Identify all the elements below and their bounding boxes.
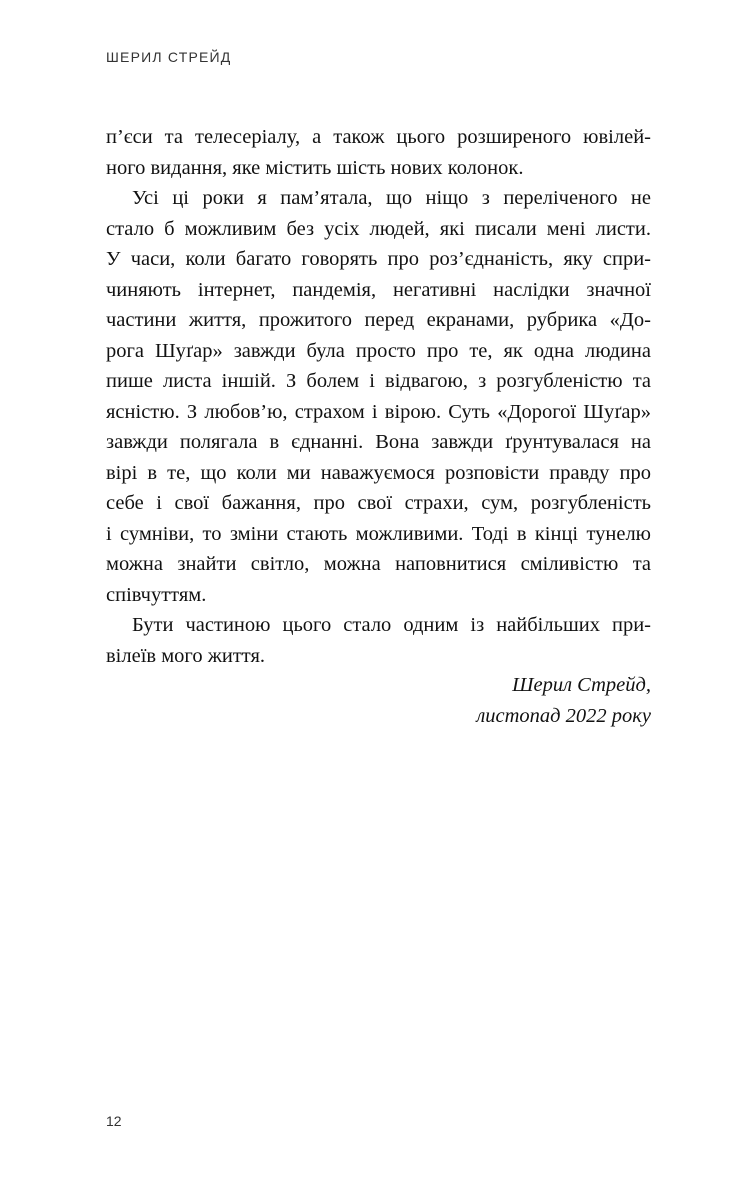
paragraph-2: [106, 183, 651, 610]
text-line: Усі ці роки я пам’ятала, що ніщо з переліченого не: [132, 187, 651, 209]
text-line: рога Шуґар» завжди була просто про те, як одна людина: [106, 339, 651, 362]
signature-block: [476, 670, 651, 732]
paragraph-3: [106, 610, 651, 671]
page-number: 12: [106, 1113, 122, 1129]
paragraph-1: [106, 122, 651, 183]
text-line: пише листа іншій. З болем і відвагою, з розгубленістю та: [106, 370, 651, 392]
text-line: п’єси та телесеріалу, а також цього розширеного ювілей-: [106, 126, 651, 148]
text-line: частини життя, прожитого перед екранами, рубрика «До-: [106, 309, 651, 331]
text-line: вірі в те, що коли ми наважуємося розповісти правду про: [106, 461, 651, 484]
text-line: вілеїв мого життя.: [106, 644, 266, 667]
signature-date: листопад 2022 року: [476, 705, 651, 727]
body-text: [106, 122, 651, 671]
text-line: можна знайти світло, можна наповнитися сміливістю та: [106, 553, 651, 575]
text-line: і сумніви, то зміни стають можливими. Тоді в кінці тунелю: [106, 522, 651, 545]
running-head: ШЕРИЛ СТРЕЙД: [106, 49, 232, 65]
text-line: завжди полягала в єднанні. Вона завжди ґрунтувалася на: [106, 431, 651, 453]
text-line: ясністю. З любов’ю, страхом і вірою. Суть «Дорогої Шуґар»: [106, 400, 651, 423]
signature-author: Шерил Стрейд,: [512, 674, 651, 696]
text-line: стало б можливим без усіх людей, які писали мені листи.: [106, 217, 651, 240]
text-line: себе і свої бажання, про свої страхи, сум, розгубленість: [106, 492, 651, 514]
text-line: чиняють інтернет, пандемія, негативні наслідки значної: [106, 278, 651, 301]
text-line: У часи, коли багато говорять про роз’єднаність, яку спри-: [106, 248, 651, 270]
text-line: співчуттям.: [106, 583, 207, 606]
text-line: Бути частиною цього стало одним із найбільших при-: [132, 614, 651, 636]
text-line: ного видання, яке містить шість нових колонок.: [106, 156, 524, 179]
